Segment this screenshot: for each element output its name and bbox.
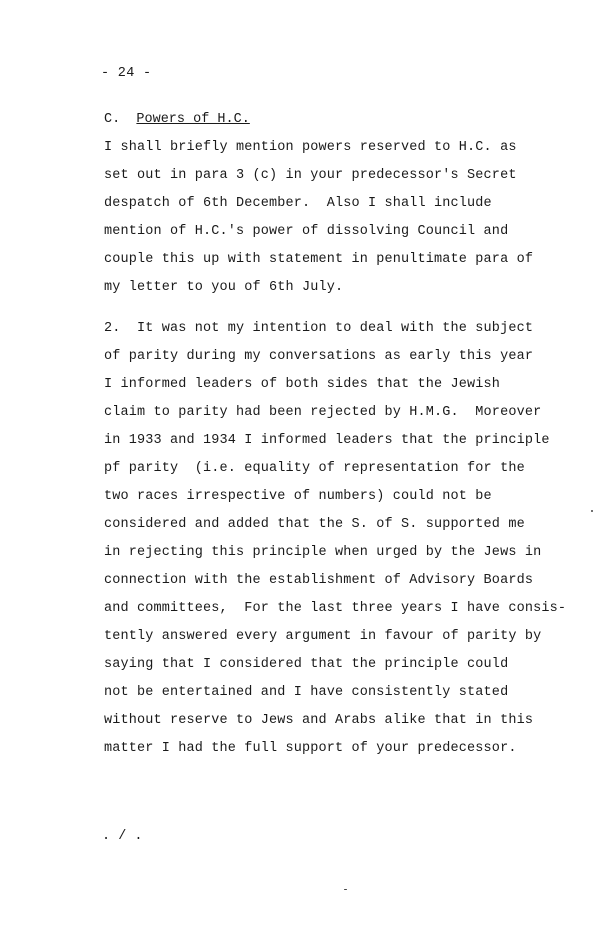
text-line: and committees, For the last three years I have consis- [104,601,567,616]
text-line: considered and added that the S. of S. supported me [104,517,525,532]
text-line: 2. It was not my intention to deal with the subject [104,321,534,336]
text-line: pf parity (i.e. equality of representation for the [104,461,525,476]
text-line: of parity during my conversations as early this year [104,349,534,364]
text-line: saying that I considered that the principle could [104,657,509,672]
text-line: I shall briefly mention powers reserved to H.C. as [104,140,517,155]
text-line: mention of H.C.'s power of dissolving Council and [104,224,509,239]
text-line: set out in para 3 (c) in your predecessor's Secret [104,168,517,183]
text-line: despatch of 6th December. Also I shall include [104,196,492,211]
section-title: Powers of H.C. [136,112,250,127]
scan-speck [344,889,347,890]
text-line: my letter to you of 6th July. [104,280,344,295]
continuation-mark: . / . [102,829,143,844]
text-line: I informed leaders of both sides that the Jewish [104,377,501,392]
text-line: couple this up with statement in penultimate para of [104,252,534,267]
text-line: in 1933 and 1934 I informed leaders that the principle [104,433,550,448]
text-line: without reserve to Jews and Arabs alike that in this [104,713,534,728]
section-letter: C. [104,112,121,127]
text-line: connection with the establishment of Advisory Boards [104,573,534,588]
text-line: tently answered every argument in favour of parity by [104,629,542,644]
text-line: not be entertained and I have consistently stated [104,685,509,700]
scan-speck [591,510,593,512]
text-line: claim to parity had been rejected by H.M.G. Moreover [104,405,542,420]
text-line: in rejecting this principle when urged by the Jews in [104,545,542,560]
text-line: two races irrespective of numbers) could not be [104,489,492,504]
text-line: matter I had the full support of your predecessor. [104,741,517,756]
page-number: - 24 - [101,66,152,81]
section-heading [104,112,250,127]
